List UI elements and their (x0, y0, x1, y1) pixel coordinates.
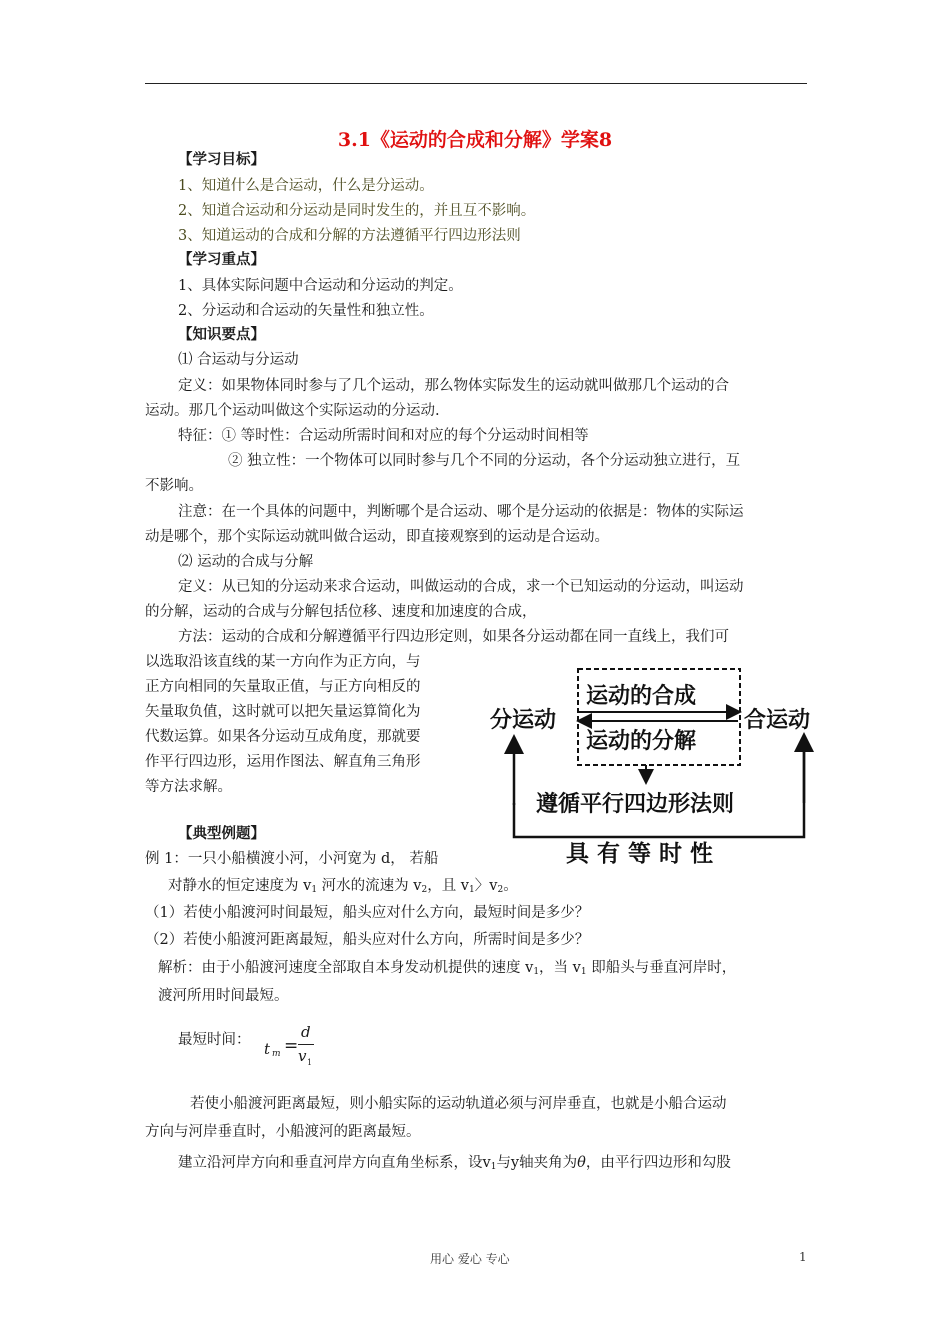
keypoints-heading: 【学习重点】 (178, 251, 265, 268)
section-1-title: ⑴ 合运动与分运动 (178, 352, 299, 368)
example-1-line: 例 1：一只小船横渡小河，小河宽为 d， 若船 (145, 851, 439, 867)
motion-diagram (486, 655, 831, 870)
examples-heading: 【典型例题】 (178, 825, 265, 842)
header-rule (145, 83, 807, 84)
label-parallelogram-rule: 遵循平行四边形法则 (536, 792, 735, 817)
definition-1-line: 运动。那几个运动叫做这个实际运动的分运动. (145, 403, 440, 419)
objective-item: 2、知道合运动和分运动是同时发生的，并且互不影响。 (178, 203, 536, 219)
note-line: 动是哪个，那个实际运动就叫做合运动，即直接观察到的运动是合运动。 (145, 529, 609, 545)
label-compose: 运动的合成 (586, 684, 697, 709)
example-1-line: 对静水的恒定速度为 $v_1$ 河水的流速为 $v_2$，且 $v_1$〉$v_2$。 (168, 878, 518, 895)
keypoint-item: 2、分运动和合运动的矢量性和独立性。 (178, 303, 434, 319)
label-decompose: 运动的分解 (586, 729, 697, 754)
formula-subscript-m: m (272, 1049, 281, 1059)
question-2: （2）若使小船渡河距离最短，船头应对什么方向，所需时间是多少？ (145, 932, 590, 948)
fraction-bar (298, 1044, 314, 1045)
feature-line: 不影响。 (145, 478, 203, 494)
paragraph-line: 方向与河岸垂直时，小船渡河的距离最短。 (145, 1124, 421, 1140)
footer-slogan: 用心 爱心 专心 (430, 1252, 510, 1266)
formula-subscript-1: 1 (307, 1058, 313, 1067)
feature-line: 特征：① 等时性：合运动所需时间和对应的每个分运动时间相等 (178, 428, 589, 444)
method-line: 代数运算。如果各分运动互成角度，那就要 (145, 729, 421, 745)
page-title: 3.1《运动的合成和分解》学案8 (337, 129, 613, 151)
label-component-motion: 分运动 (490, 708, 557, 733)
knowledge-heading: 【知识要点】 (178, 326, 265, 343)
page-number: 1 (799, 1250, 807, 1264)
method-line: 正方向相同的矢量取正值，与正方向相反的 (145, 679, 421, 695)
formula-equals: = (284, 1036, 299, 1056)
definition-2-line: 的分解，运动的合成与分解包括位移、速度和加速度的合成， (145, 604, 537, 620)
paragraph-line: 若使小船渡河距离最短，则小船实际的运动轨道必须与河岸垂直，也就是小船合运动 (190, 1096, 727, 1112)
definition-2-line: 定义：从已知的分运动来求合运动，叫做运动的合成，求一个已知运动的分运动，叫运动 (178, 579, 744, 595)
paragraph-line: 建立沿河岸方向和垂直河岸方向直角坐标系，设$v_1$与y轴夹角为θ，由平行四边形和勾股 (178, 1155, 731, 1172)
formula-t: t (264, 1040, 271, 1058)
question-1: （1）若使小船渡河时间最短，船头应对什么方向，最短时间是多少？ (145, 905, 590, 921)
method-line: 以选取沿该直线的某一方向作为正方向，与 (145, 654, 421, 670)
method-line: 矢量取负值，这时就可以把矢量运算简化为 (145, 704, 421, 720)
formula-denominator-v: v (298, 1047, 307, 1065)
note-line: 注意：在一个具体的问题中，判断哪个是合运动、哪个是分运动的依据是：物体的实际运 (178, 504, 744, 520)
objective-item: 3、知道运动的合成和分解的方法遵循平行四边形法则 (178, 228, 521, 244)
min-time-label: 最短时间： (178, 1032, 251, 1048)
label-resultant-motion: 合运动 (744, 708, 811, 733)
formula-numerator-d: d (301, 1023, 311, 1041)
analysis-line: 渡河所用时间最短。 (158, 988, 289, 1004)
objectives-heading: 【学习目标】 (178, 151, 265, 168)
label-simultaneity: 具有等时性 (566, 841, 721, 867)
feature-line: ② 独立性：一个物体可以同时参与几个不同的分运动，各个分运动独立进行，互 (228, 453, 741, 469)
method-line: 方法：运动的合成和分解遵循平行四边形定则，如果各分运动都在同一直线上，我们可 (178, 629, 729, 645)
keypoint-item: 1、具体实际问题中合运动和分运动的判定。 (178, 278, 463, 294)
method-line: 作平行四边形，运用作图法、解直角三角形 (145, 754, 421, 770)
analysis-line: 解析：由于小船渡河速度全部取自本身发动机提供的速度 $v_1$，当 $v_1$ 即船头与垂直河岸时， (158, 960, 737, 977)
method-line: 等方法求解。 (145, 779, 232, 795)
objective-item: 1、知道什么是合运动，什么是分运动。 (178, 178, 434, 194)
definition-1-line: 定义：如果物体同时参与了几个运动，那么物体实际发生的运动就叫做那几个运动的合 (178, 378, 729, 394)
formula-min-time (260, 1022, 330, 1072)
section-2-title: ⑵ 运动的合成与分解 (178, 554, 314, 570)
